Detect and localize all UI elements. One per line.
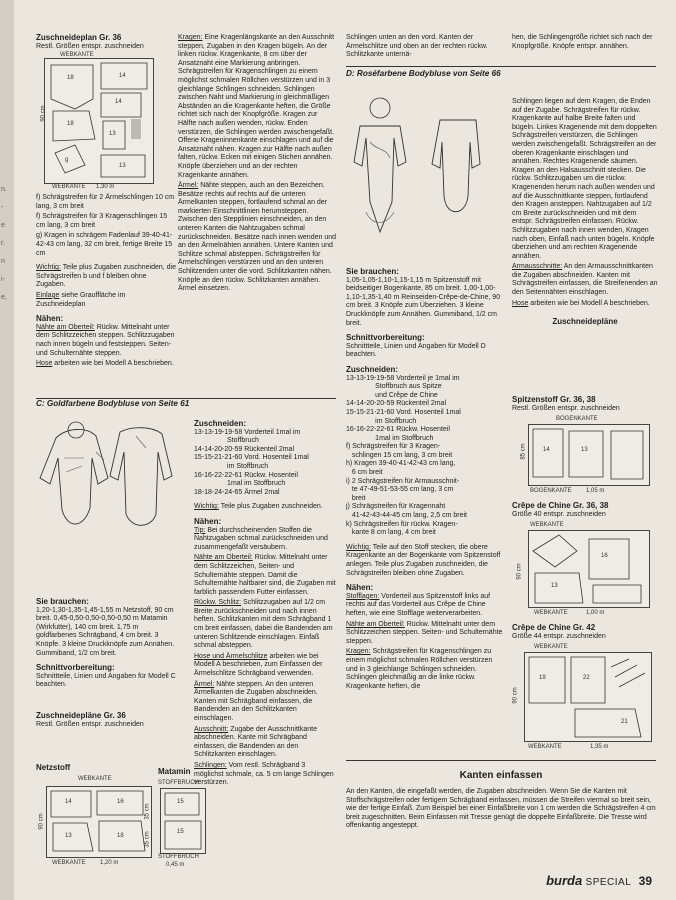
fabric-width: 35 cm bbox=[144, 803, 151, 820]
edge-fragment: i- bbox=[1, 276, 5, 283]
section-divider bbox=[346, 66, 656, 67]
edge-fragment: n bbox=[1, 258, 5, 265]
selvage-label: WEBKANTE bbox=[530, 522, 564, 528]
selvage-label: WEBKANTE bbox=[528, 744, 562, 750]
shoulder-text: Rückw. Mittelnaht unter dem Schlitzzeichen steppen. Schlitzzugaben nach innen bügeln und feststeppen. Seiten- und Schulternähte steppen. bbox=[36, 323, 175, 357]
cutout-label: Ausschnitt: bbox=[194, 725, 229, 733]
piece-number: 14 bbox=[115, 99, 122, 105]
cutting-plans-heading: Zuschneidepläne Gr. 36 bbox=[36, 710, 126, 720]
page-number: 39 bbox=[638, 874, 652, 888]
important-text: Teile plus Zugaben zuschneiden. bbox=[220, 503, 323, 511]
shoulder-text: Rückw. Mittelnaht unter dem Schlitzzeichen steppen. Seiten- und Schulternähte steppen. bbox=[346, 620, 503, 645]
fabric-width: 90 cm bbox=[512, 687, 519, 704]
fabric-length: 1,05 m bbox=[586, 488, 605, 494]
yoke-text: Vorderteil aus Spitzenstoff links auf rechts auf das Vorderteil aus Crêpe de Chine heften, wie eine Stofflage weiterverarbeiten. bbox=[346, 592, 491, 617]
fabric-width: 90 cm bbox=[40, 105, 47, 122]
selvage-label: WEBKANTE bbox=[60, 52, 94, 58]
fold-label: BOGENKANTE bbox=[556, 416, 598, 422]
piece-number: 14 bbox=[65, 799, 72, 805]
shoulder-label: Nähte am Oberteil: bbox=[194, 554, 253, 562]
piece-number: 13 bbox=[551, 583, 558, 589]
requirements-text: 1,05-1,05-1,10-1,15-1,15 m Spitzenstoff mit beidseitiger Bogenkante, 85 cm breit. 1,00-1,00-1,10-1,35-1,40 m Reinseiden-Crêpe-de-Chine, 90 cm breit. 3 Knöpfe zum Überziehen. 3 kleine Druckknöpfe zum Annähen. Gummiband, 1/2 cm breit. bbox=[346, 276, 501, 327]
requirements-heading: Sie brauchen: bbox=[36, 597, 89, 606]
pattern-pieces-crepe-36-38 bbox=[529, 531, 649, 607]
cutout-text: Zugabe der Ausschnittkante abschneiden. Kante mit Schrägband einfassen, die Bandenden an den Schlitzkanten einschlagen. bbox=[194, 725, 317, 759]
prep-heading: Schnittvorbereitung: bbox=[346, 333, 425, 343]
bodyblouse-c-illustration bbox=[36, 418, 176, 548]
cutting-diagram-b bbox=[44, 58, 154, 184]
important-label: Wichtig: bbox=[346, 543, 371, 551]
sleeve-text: Nähte steppen, auch an den Bezeichen. Besätze rechts auf rechts auf die unteren Ärmelkanten steppen, fortlaufend schmal an der markierten Einschnittlinien herumsteppen. Zwischen den Stepplinien einschneiden, an den unteren Kanten die Nahtzugaben schmal zurückschneiden. Besätze nach innen wenden und an den Ärmelnähten annähen. Untere Kanten und Schlitze schmal absteppen. Schrägstreifen für Ärmelschlingen verstürzen und an den unteren Schlitzenden unter die vord. Schlitzkanten nähen. Knöpfe an den rückw. Schlitzkanten annähen. Ärmel einsetzen. bbox=[178, 182, 336, 293]
trousers-label: Hose bbox=[36, 360, 53, 368]
trousers-label: Hose bbox=[512, 299, 529, 307]
tip-text: Bei durchscheinenden Stoffen die Nahtzugaben schmal zurückschneiden und zusammengefaßt versäubern. bbox=[194, 526, 328, 551]
trouser-slit-text: arbeiten wie bei Modell A beschrieben, zum Einfassen der Ärmelschlitze Schrägband verwenden. bbox=[194, 652, 323, 678]
important-label: Wichtig: bbox=[194, 503, 219, 511]
collar-label: Kragen: bbox=[178, 34, 203, 41]
shoulder-text: Rückw. Mittelnaht unter dem Schlitzzeichen, Seiten- und Schulternähte steppen. Damit die Schulternähte haltbarer sind, die Zugaben mit farblich passendem Futter einfassen. bbox=[194, 554, 336, 596]
sewing-heading: Nähen: bbox=[36, 314, 64, 324]
matamin-title: Matamin bbox=[158, 767, 191, 776]
section-d-heading: D: Roséfarbene Bodybluse von Seite 66 bbox=[346, 69, 501, 78]
section-c-heading: C: Goldfarbene Bodybluse von Seite 61 bbox=[36, 399, 190, 408]
tip-label: Tip: bbox=[194, 526, 206, 534]
sleeve-label: Ärmel: bbox=[178, 182, 199, 190]
loops-continued: hen, die Schlingengröße richtet sich nach der Knopfgröße. Knöpfe entspr. annähen. bbox=[512, 34, 653, 50]
edge-fragment: e bbox=[1, 222, 5, 229]
cutting-plans-heading: Zuschneidepläne bbox=[552, 317, 618, 327]
column-2-section-c bbox=[194, 420, 336, 790]
cutting-heading: Zuschneiden: bbox=[346, 364, 399, 374]
fold-label: STOFFBRUCH bbox=[158, 854, 199, 860]
armhole-label: Armausschnitte: bbox=[512, 263, 563, 271]
interfacing-text: siehe Grauffläche im Zuschneideplan bbox=[36, 291, 126, 308]
spitzenstoff-title: Spitzenstoff Gr. 36, 38 bbox=[512, 395, 596, 404]
fabric-width: 85 cm bbox=[520, 443, 527, 460]
collar-continued: Schlingen liegen auf dem Kragen, die Enden auf der Zugabe. Schrägstreifen für rückw. Kragenkante auf halbe Breite falten und bügeln. Linkes Kragenende mit dem doppelten Schrägstreifen verstürzen, die Schlingen werden zwischengefaßt. Schrägstreifen an der oberen Kragenkante einschlagen und annähen. Rechtes Kragenende säumen. Kragen an den Halsausschnitt stecken. Die rückw. Schlitzzugaben um die rückw. Kragenenden herum nach außen wenden und auf die Ausschnittkante steppen, fortlaufend den Kragen ansteppen. Nahtzugaben auf 1/2 cm Breite zurückschneiden und mit dem entspr. Schrägstreifen einfassen. Rückw. Schlitzzugaben nach innen wenden, Kragen nach oben, Einfaß nach unten bügeln. Knöpfe überziehen und am rechten Kragenende annähen. bbox=[512, 98, 657, 260]
fabric-length: 1,20 m bbox=[100, 860, 119, 866]
fabric-length: 1,35 m bbox=[590, 744, 609, 750]
fabric-length: 0,45 m bbox=[166, 862, 185, 868]
column-3-top bbox=[346, 34, 506, 62]
piece-number: 19 bbox=[539, 675, 546, 681]
crepe-36-38-title: Crêpe de Chine Gr. 36, 38 bbox=[512, 501, 609, 510]
fabric-width: 90 cm bbox=[38, 813, 45, 830]
collar-text: Schrägstreifen für Kragenschlingen zu einem möglichst schmalen Röllchen verstürzen und in 3 gleichlange Schlingen schneiden. Schlingen gleichmäßig an die linke rückw. Kragenkante heften, die bbox=[346, 648, 493, 690]
bodyblouse-c-sketch bbox=[36, 418, 176, 548]
edge-fragment: n. bbox=[1, 186, 7, 193]
pattern-pieces-netzstoff bbox=[47, 787, 151, 857]
section-divider bbox=[346, 760, 656, 761]
piece-number: 18 bbox=[67, 75, 74, 81]
piece-number: 22 bbox=[583, 675, 590, 681]
edge-fragment: e, bbox=[1, 294, 7, 301]
piece-number: 13 bbox=[119, 163, 126, 169]
fabric-length: 1,00 m bbox=[586, 610, 605, 616]
bodyblouse-d-illustration bbox=[346, 92, 502, 260]
fold-label: WEBKANTE bbox=[52, 860, 86, 866]
trouser-slit-label: Hose und Ärmelschlitze bbox=[194, 652, 268, 660]
piece-number: 18 bbox=[117, 833, 124, 839]
bodyblouse-d-sketch bbox=[346, 92, 502, 260]
column-4-section-d bbox=[512, 98, 658, 327]
cutting-plans-subtitle: Restl. Größen entspr. zuschneiden bbox=[36, 720, 144, 728]
cutting-list: 13-13-19-19-58 Vorderteil je 1mal im Stoffbruch aus Spitze und Crêpe de Chine 14-14-20-20-59 Rückenteil 2mal 15-15-21-21-60 Vord. Hosenteil 1mal im Stoffbruch 16-16-22-22-61 Rückw. Hosenteil 1mal im Stoffbruch f) Schrägstreifen für 3 Kragen- schlingen 15 cm lang, 3 cm breit h) Kragen 39-40-41-42-43 cm lang, 6 cm breit i) 2 Schrägstreifen für Armausschnit- te 47-49-51-53-55 cm lang, 3 cm breit j) Schrägstreifen für Kragennaht 41-42-43-44-45 cm lang, 2,5 cm breit k) Schrägstreifen für rückw. Kragen- kante 8 cm lang, 4 cm breit bbox=[346, 374, 468, 537]
collar-label: Kragen: bbox=[346, 648, 371, 656]
sleeve-text: Nähte steppen. An den unteren Ärmelkanten die Zugaben abschneiden. Kanten mit Schrägband einfassen, die Bandenden an den Schlitzkanten einschlagen. bbox=[194, 680, 318, 722]
cutting-list: 13-13-19-19-58 Vorderteil 1mal im Stoffbruch 14-14-20-20-59 Rückenteil 2mal 15-15-21-21-60 Vord. Hosenteil 1mal im Stoffbruch 16-16-22-22-61 Rückw. Hosenteil 1mal im Stoffbruch 18-18-24-24-65 Ärmel 2mal bbox=[194, 428, 309, 496]
piece-number: 15 bbox=[177, 829, 184, 835]
requirements-text: 1,20-1,30-1,35-1,45-1,55 m Netzstoff, 90 cm breit. 0,45-0,50-0,50-0,50-0,50 m Matamin (Wirkfutter), 140 cm breit. 1,75 m goldfarbenes Schrägband, 4 cm breit. 3 Knöpfe. 3 kleine Druckknöpfe zum Annähen. Gummiband, 1/2 cm breit. bbox=[36, 606, 175, 657]
fold-label: WEBKANTE bbox=[52, 184, 86, 190]
piece-number: 13 bbox=[109, 131, 116, 137]
back-slit-label: Rückw. Schlitz: bbox=[194, 599, 242, 607]
fabric-width: 35 cm bbox=[144, 831, 151, 848]
selvage-label: WEBKANTE bbox=[78, 776, 112, 782]
fabric-width: 90 cm bbox=[516, 563, 523, 580]
piece-number: 21 bbox=[621, 719, 628, 725]
fold-label: STOFFBRUCH bbox=[158, 780, 199, 786]
fabric-length: 1,30 m bbox=[96, 184, 115, 190]
column-1 bbox=[36, 34, 176, 51]
piece-number: 14 bbox=[119, 73, 126, 79]
sewing-heading: Nähen: bbox=[194, 516, 222, 526]
requirements-heading: Sie brauchen: bbox=[346, 267, 399, 276]
cutting-heading: Zuschneiden: bbox=[194, 419, 247, 428]
important-label: Wichtig: bbox=[36, 264, 61, 272]
crepe-42-subtitle: Größe 44 entspr. zuschneiden bbox=[512, 633, 606, 640]
spitzenstoff-subtitle: Restl. Größen entspr. zuschneiden bbox=[512, 405, 620, 412]
prep-heading: Schnittvorbereitung: bbox=[36, 663, 115, 673]
piece-number: g bbox=[65, 157, 69, 163]
piece-number: 13 bbox=[65, 833, 72, 839]
loops-label: Schlingen: bbox=[194, 761, 227, 769]
trousers-text: arbeiten wie bei Modell A beschrieben. bbox=[530, 299, 650, 307]
interfacing-label: Einlage bbox=[36, 291, 60, 299]
bias-strip-g: g) Kragen in schrägem Fadenlauf 39-40-41-42-43 cm lang, 32 cm breit, fertige Breite 15 cm bbox=[36, 232, 173, 257]
edging-text: An den Kanten, die eingefaßt werden, die Zugaben abschneiden. Wenn Sie die Kanten mit Stoffschrägstreifen oder fertigem Schrägband einfassen, müssen die Streifen viermal so breit sein, wie der fertige Einfaß. Zum Beispiel bei einer Einfaßbreite von 1 cm werden die Schrägstreifen 4 cm breit zugeschnitten. Beim Einfassen mit Tresse genügt die doppelte Einfaßbreite. Die Tresse wird offenkantig angesteppt. bbox=[346, 788, 656, 830]
cutting-diagram-crepe-36-38 bbox=[528, 530, 650, 608]
loops-continued: Schlingen unten an den vord. Kanten der Ärmelschlitze und oben an der rechten rückw. Schlitzkante unternä- bbox=[346, 34, 488, 59]
edging-heading: Kanten einfassen bbox=[459, 770, 543, 781]
piece-number: 16 bbox=[117, 799, 124, 805]
brand-special: SPECIAL bbox=[585, 877, 632, 888]
sleeve-label: Ärmel: bbox=[194, 680, 215, 688]
previous-page-edge bbox=[0, 0, 14, 900]
pattern-pieces-crepe-42 bbox=[525, 653, 651, 741]
piece-number: 13 bbox=[581, 447, 588, 453]
column-3-section-d bbox=[346, 268, 504, 693]
piece-number: 16 bbox=[601, 553, 608, 559]
piece-number: 18 bbox=[67, 121, 74, 127]
selvage-label: WEBKANTE bbox=[534, 610, 568, 616]
selvage-label: WEBKANTE bbox=[534, 644, 568, 650]
fold-label: BOGENKANTE bbox=[530, 488, 572, 494]
cutting-diagram-spitzenstoff bbox=[528, 424, 650, 486]
column-2 bbox=[178, 34, 336, 296]
netzstoff-title: Netzstoff bbox=[36, 763, 71, 772]
edge-fragment: - bbox=[1, 204, 4, 211]
prep-text: Schnittteile, Linien und Angaben für Modell D beachten. bbox=[346, 342, 486, 359]
important-text: Teile plus Zugaben zuschneiden, die Schrägstreifen b und f bleiben ohne Zugaben. bbox=[36, 264, 176, 289]
brand-logo: burda bbox=[546, 873, 583, 888]
piece-number: 15 bbox=[177, 799, 184, 805]
cutting-plan-subtitle: Restl. Größen entspr. zuschneiden bbox=[36, 42, 144, 50]
sewing-heading: Nähen: bbox=[346, 583, 374, 593]
loops-text: Vom restl. Schrägband 3 möglichst schmale, ca. 5 cm lange Schlingen verstürzen. bbox=[194, 761, 334, 787]
yoke-label: Stofflagen: bbox=[346, 592, 380, 600]
edge-fragment: r. bbox=[1, 240, 5, 247]
piece-number: 14 bbox=[543, 447, 550, 453]
column-4-top bbox=[512, 34, 658, 53]
shoulder-label: Nähte am Oberteil: bbox=[36, 323, 95, 331]
cutting-plan-title: Zuschneideplan Gr. 36 bbox=[36, 33, 122, 42]
back-slit-text: Schlitzzugaben auf 1/2 cm Breite zurückschneiden und nach innen heften. Schlitzkanten mit dem Schrägband 1 cm breit einfassen, dabei die Bandenden am unteren Schlitzende einschlagen. Einfaß schmal absteppen. bbox=[194, 599, 333, 650]
cutting-diagram-crepe-42 bbox=[524, 652, 652, 742]
bias-strip-f: f) Schrägstreifen für 2 Ärmelschlingen 10 cm lang, 3 cm breit bbox=[36, 194, 175, 210]
shoulder-label: Nähte am Oberteil: bbox=[346, 620, 405, 628]
page-footer bbox=[546, 873, 652, 888]
column-1-text bbox=[36, 194, 176, 371]
cutting-diagram-matamin bbox=[160, 788, 206, 854]
cutting-diagram-netzstoff bbox=[46, 786, 152, 858]
column-1-section-c bbox=[36, 598, 176, 731]
pattern-pieces-b bbox=[45, 59, 153, 183]
crepe-42-title: Crêpe de Chine Gr. 42 bbox=[512, 623, 596, 632]
collar-text: Eine Kragenlängskante an den Ausschnitt steppen, Zugaben in den Kragen bügeln. An der linken rückw. Kragenkante, 8 cm über der Ansatznaht eine Markierung anbringen. Schrägstreifen für Kragenschlingen zu einem möglichst schmalen Röllchen verstürzen und in 3 gleichlange Schlingen schneiden. Schlingen zwischen Naht und Markierung in gleichmäßigen Abständen an die Kragenkante heften, die Größe richtet sich nach der Knopfgröße. Kragen zur Hälfte nach außen wenden, rückw. Enden verstürzen, die Schlingen werden zwischengefaßt. Offene Krageninnenkante einschlagen und auf die Ansatznaht nähen. Kragen zur Hälfte nach außen falten, rückw. Ecken mit einigen Stichen annähen. Knöpfe überziehen und an der rechten Kragenkante annähen. bbox=[178, 34, 335, 179]
armhole-text: An den Armausschnittkanten die Zugaben abschneiden. Kanten mit Schrägstreifen einfassen, die Streifenenden an den Seitennähten einschlagen. bbox=[512, 263, 658, 297]
trousers-text: arbeiten wie bei Modell A beschrieben. bbox=[54, 360, 174, 368]
pattern-pieces-spitzenstoff bbox=[529, 425, 649, 485]
prep-text: Schnittteile, Linien und Angaben für Modell C beachten. bbox=[36, 672, 176, 689]
important-text: Teile auf den Stoff stecken, die obere Kragenkante an der Bogenkante vom Spitzenstoff anlegen. Teile plus Zugaben zuschneiden, die Schrägstreifen bleiben ohne Zugaben. bbox=[346, 543, 501, 577]
crepe-36-38-subtitle: Größe 40 entspr. zuschneiden bbox=[512, 511, 606, 518]
bias-strip-f2: f) Schrägstreifen für 3 Kragenschlingen 15 cm lang, 3 cm breit bbox=[36, 213, 168, 229]
